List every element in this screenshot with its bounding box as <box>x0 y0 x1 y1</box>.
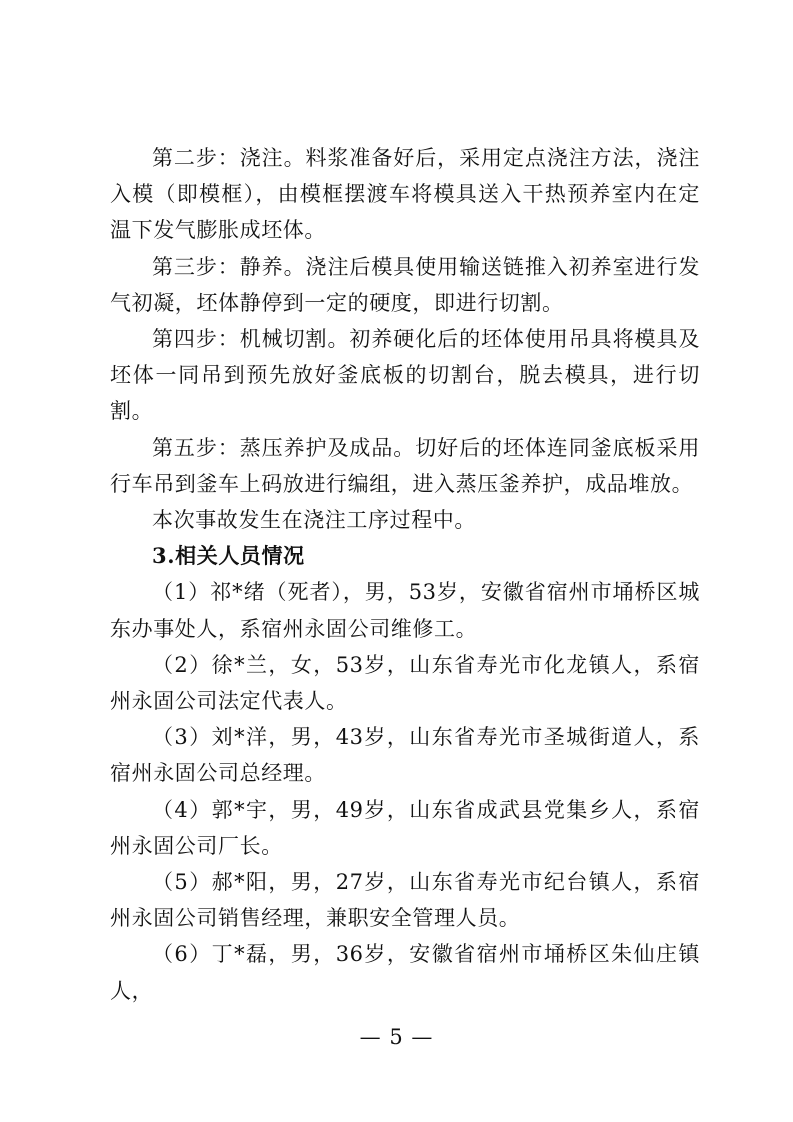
paragraph-step-three: 第三步：静养。浇注后模具使用输送链推入初养室进行发气初凝，坯体静停到一定的硬度，即进行切割。 <box>110 254 700 315</box>
section-heading-personnel: 3.相关人员情况 <box>152 543 305 569</box>
document-body <box>110 140 700 1009</box>
paragraph-person-4: （4）郭*宇，男，49岁，山东省成武县党集乡人，系宿州永固公司厂长。 <box>110 797 700 858</box>
paragraph-person-5: （5）郝*阳，男，27岁，山东省寿光市纪台镇人，系宿州永固公司销售经理，兼职安全管理人员。 <box>110 870 700 931</box>
paragraph-accident-stage: 本次事故发生在浇注工序过程中。 <box>152 508 476 533</box>
paragraph-step-two: 第二步：浇注。料浆准备好后，采用定点浇注方法，浇注入模（即模框），由模框摆渡车将模具送入干热预养室内在定温下发气膨胀成坯体。 <box>110 146 700 243</box>
paragraph-person-6: （6）丁*磊，男，36岁，安徽省宿州市埇桥区朱仙庄镇人， <box>110 942 700 1003</box>
paragraph-step-five: 第五步：蒸压养护及成品。切好后的坯体连同釜底板采用行车吊到釜车上码放进行编组，进入蒸压釜养护，成品堆放。 <box>110 435 700 496</box>
paragraph-person-3: （3）刘*洋，男，43岁，山东省寿光市圣城街道人，系宿州永固公司总经理。 <box>110 725 700 786</box>
page-number: — 5 — <box>359 1025 434 1049</box>
paragraph-person-1: （1）祁*绪（死者），男，53岁，安徽省宿州市埇桥区城东办事处人，系宿州永固公司维修工。 <box>110 580 700 641</box>
paragraph-person-2: （2）徐*兰，女，53岁，山东省寿光市化龙镇人，系宿州永固公司法定代表人。 <box>110 652 700 714</box>
paragraph-step-four: 第四步：机械切割。初养硬化后的坯体使用吊具将模具及坯体一同吊到预先放好釜底板的切割台，脱去模具，进行切割。 <box>110 327 700 424</box>
